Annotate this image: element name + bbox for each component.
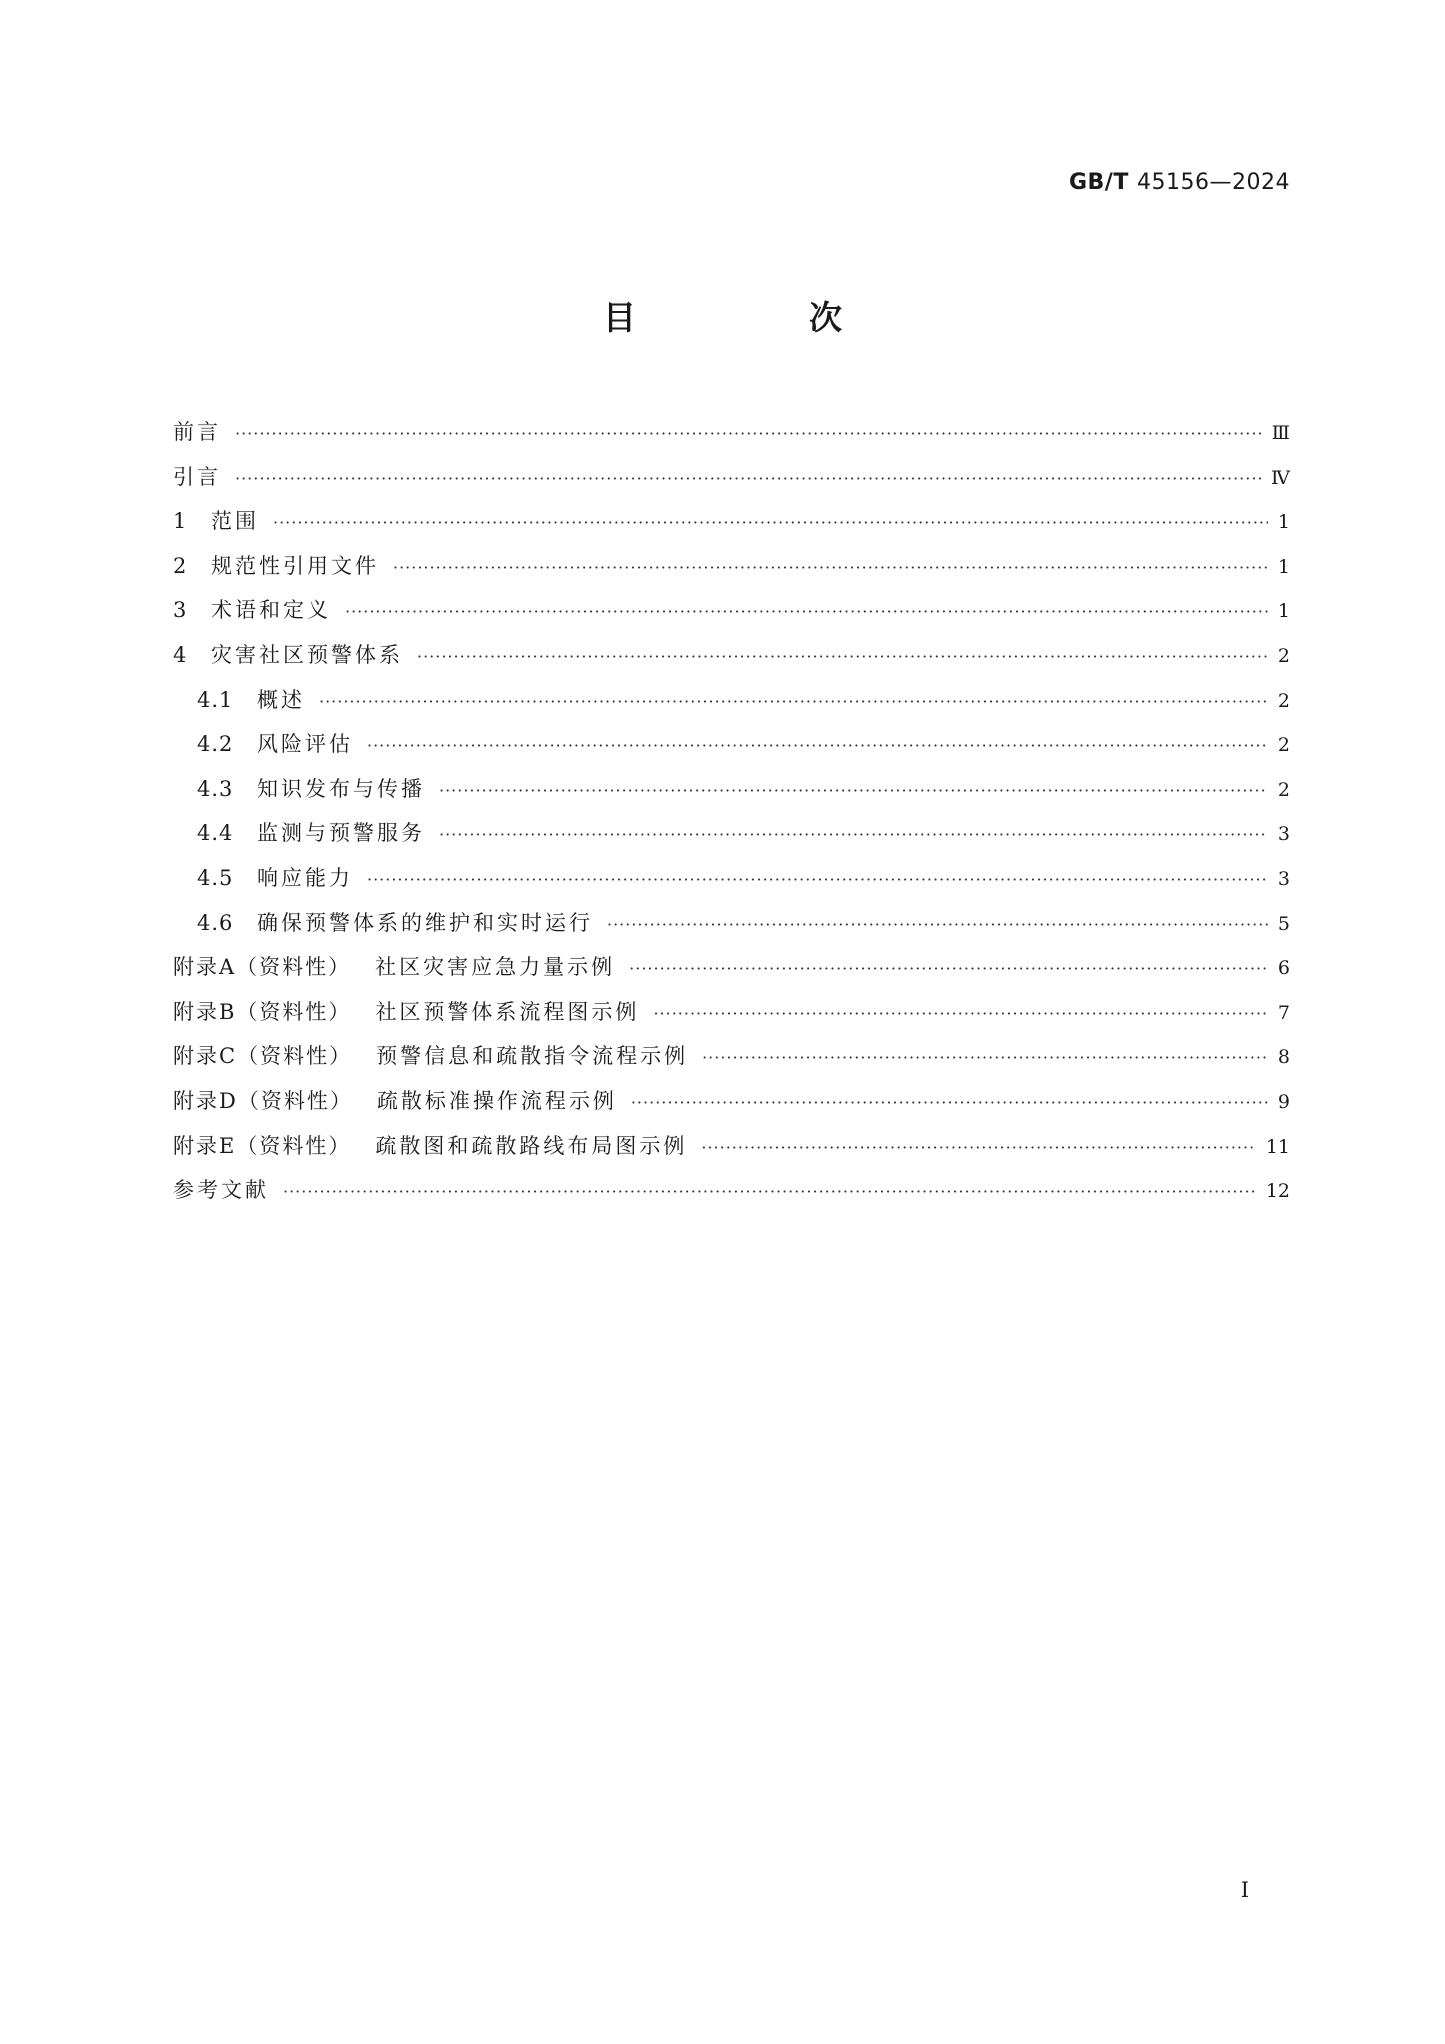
toc-entry-number: 4.1 [197,687,234,712]
toc-leader-dots [631,1081,1268,1126]
toc-leader-dots [701,1126,1255,1171]
toc-entry-page: 6 [1277,957,1290,980]
toc-leader-dots [439,813,1268,858]
toc-entry-label: 概述 [257,687,305,712]
standard-code [1069,170,1290,195]
toc-entry-number: 4.5 [197,865,234,890]
toc-entry-label: 风险评估 [257,732,353,757]
toc-entry-label: 监测与预警服务 [257,821,425,846]
toc-entry-annex-b[interactable] [173,990,1290,1035]
toc-entry-annex-e[interactable] [173,1124,1290,1169]
toc-entry-number: 4.2 [197,732,234,757]
toc-entry-number: 4 [173,642,188,667]
toc-entry-page: 1 [1277,555,1290,578]
toc-leader-dots [319,680,1268,725]
toc-leader-dots [235,412,1262,457]
toc-entry-scope[interactable] [173,499,1290,544]
toc-entry-page: 3 [1277,823,1290,846]
toc-entry-knowledge-dissemination[interactable] [173,767,1290,812]
toc-entry-annex-prefix: 附录A（资料性） [173,955,352,980]
toc-entry-label: 社区预警体系流程图示例 [375,999,640,1024]
toc-entry-annex-prefix: 附录E（资料性） [173,1133,352,1158]
toc-leader-dots [367,858,1268,903]
toc-entry-label: 规范性引用文件 [211,553,379,578]
toc-leader-dots [235,457,1261,502]
toc-entry-monitoring-warning[interactable] [173,811,1290,856]
toc-entry-page: 11 [1265,1135,1290,1158]
toc-entry-page: 9 [1277,1090,1290,1113]
toc-entry-label: 范围 [211,509,259,534]
page-title: 目 次 [603,298,912,337]
toc-entry-risk-assessment[interactable] [173,722,1290,767]
toc-entry-label: 响应能力 [257,865,353,890]
toc-entry-page: 2 [1277,689,1290,712]
toc-entry-label: 社区灾害应急力量示例 [375,955,616,980]
toc-leader-dots [607,903,1268,948]
toc-entry-number: 1 [173,509,188,534]
toc-entry-annex-d[interactable] [173,1079,1290,1124]
toc-entry-page: 3 [1277,867,1290,890]
toc-leader-dots [367,724,1268,769]
toc-leader-dots [439,769,1268,814]
toc-entry-annex-prefix: 附录D（资料性） [173,1088,353,1113]
toc-entry-label: 参考文献 [173,1178,269,1203]
standard-number: 45156—2024 [1137,170,1290,195]
toc-entry-annex-prefix: 附录B（资料性） [173,999,352,1024]
toc-entry-page: 12 [1265,1180,1290,1203]
toc-entry-number: 4.6 [197,910,234,935]
toc-entry-terms-definitions[interactable] [173,588,1290,633]
toc-entry-label: 知识发布与传播 [257,776,425,801]
toc-entry-label: 确保预警体系的维护和实时运行 [257,910,593,935]
toc-entry-label: 预警信息和疏散指令流程示例 [376,1044,689,1069]
toc-entry-page: 1 [1277,511,1290,534]
toc-leader-dots [653,992,1267,1037]
toc-entry-page: 8 [1277,1046,1290,1069]
toc-entry-overview[interactable] [173,678,1290,723]
toc-entry-normative-references[interactable] [173,544,1290,589]
toc-entry-number: 2 [173,553,188,578]
toc-entry-introduction[interactable] [173,455,1290,500]
toc-entry-annex-prefix: 附录C（资料性） [173,1044,353,1069]
standard-prefix: GB/T [1068,170,1129,195]
toc-entry-number: 3 [173,598,188,623]
toc-leader-dots [283,1170,1256,1215]
toc-entry-foreword[interactable] [173,410,1290,455]
toc-entry-warning-system[interactable] [173,633,1290,678]
page-number: Ⅰ [1240,1878,1249,1902]
toc-entry-response-capability[interactable] [173,856,1290,901]
toc-leader-dots [417,635,1268,680]
toc-entry-maintenance-operation[interactable] [173,901,1290,946]
toc-entry-number: 4.4 [197,821,234,846]
toc-entry-page: 7 [1277,1001,1290,1024]
toc-entry-page: 1 [1277,600,1290,623]
toc-entry-label: 疏散标准操作流程示例 [376,1088,617,1113]
toc-entry-label: 疏散图和疏散路线布局图示例 [375,1133,688,1158]
toc-leader-dots [273,501,1268,546]
toc-entry-page: Ⅳ [1271,466,1290,489]
toc-entry-label: 灾害社区预警体系 [211,642,403,667]
table-of-contents [173,410,1290,1213]
toc-leader-dots [345,590,1268,635]
toc-entry-page: 5 [1277,912,1290,935]
toc-entry-page: 2 [1277,778,1290,801]
toc-entry-label: 引言 [173,464,221,489]
toc-entry-bibliography[interactable] [173,1168,1290,1213]
toc-entry-page: 2 [1277,734,1290,757]
toc-leader-dots [702,1036,1268,1081]
toc-leader-dots [393,546,1268,591]
toc-entry-page: Ⅲ [1271,422,1290,444]
toc-leader-dots [629,947,1268,992]
toc-entry-annex-a[interactable] [173,945,1290,990]
toc-entry-label: 前言 [173,420,221,444]
toc-entry-page: 2 [1277,644,1290,667]
toc-entry-label: 术语和定义 [211,598,331,623]
toc-entry-number: 4.3 [197,776,234,801]
toc-entry-annex-c[interactable] [173,1034,1290,1079]
